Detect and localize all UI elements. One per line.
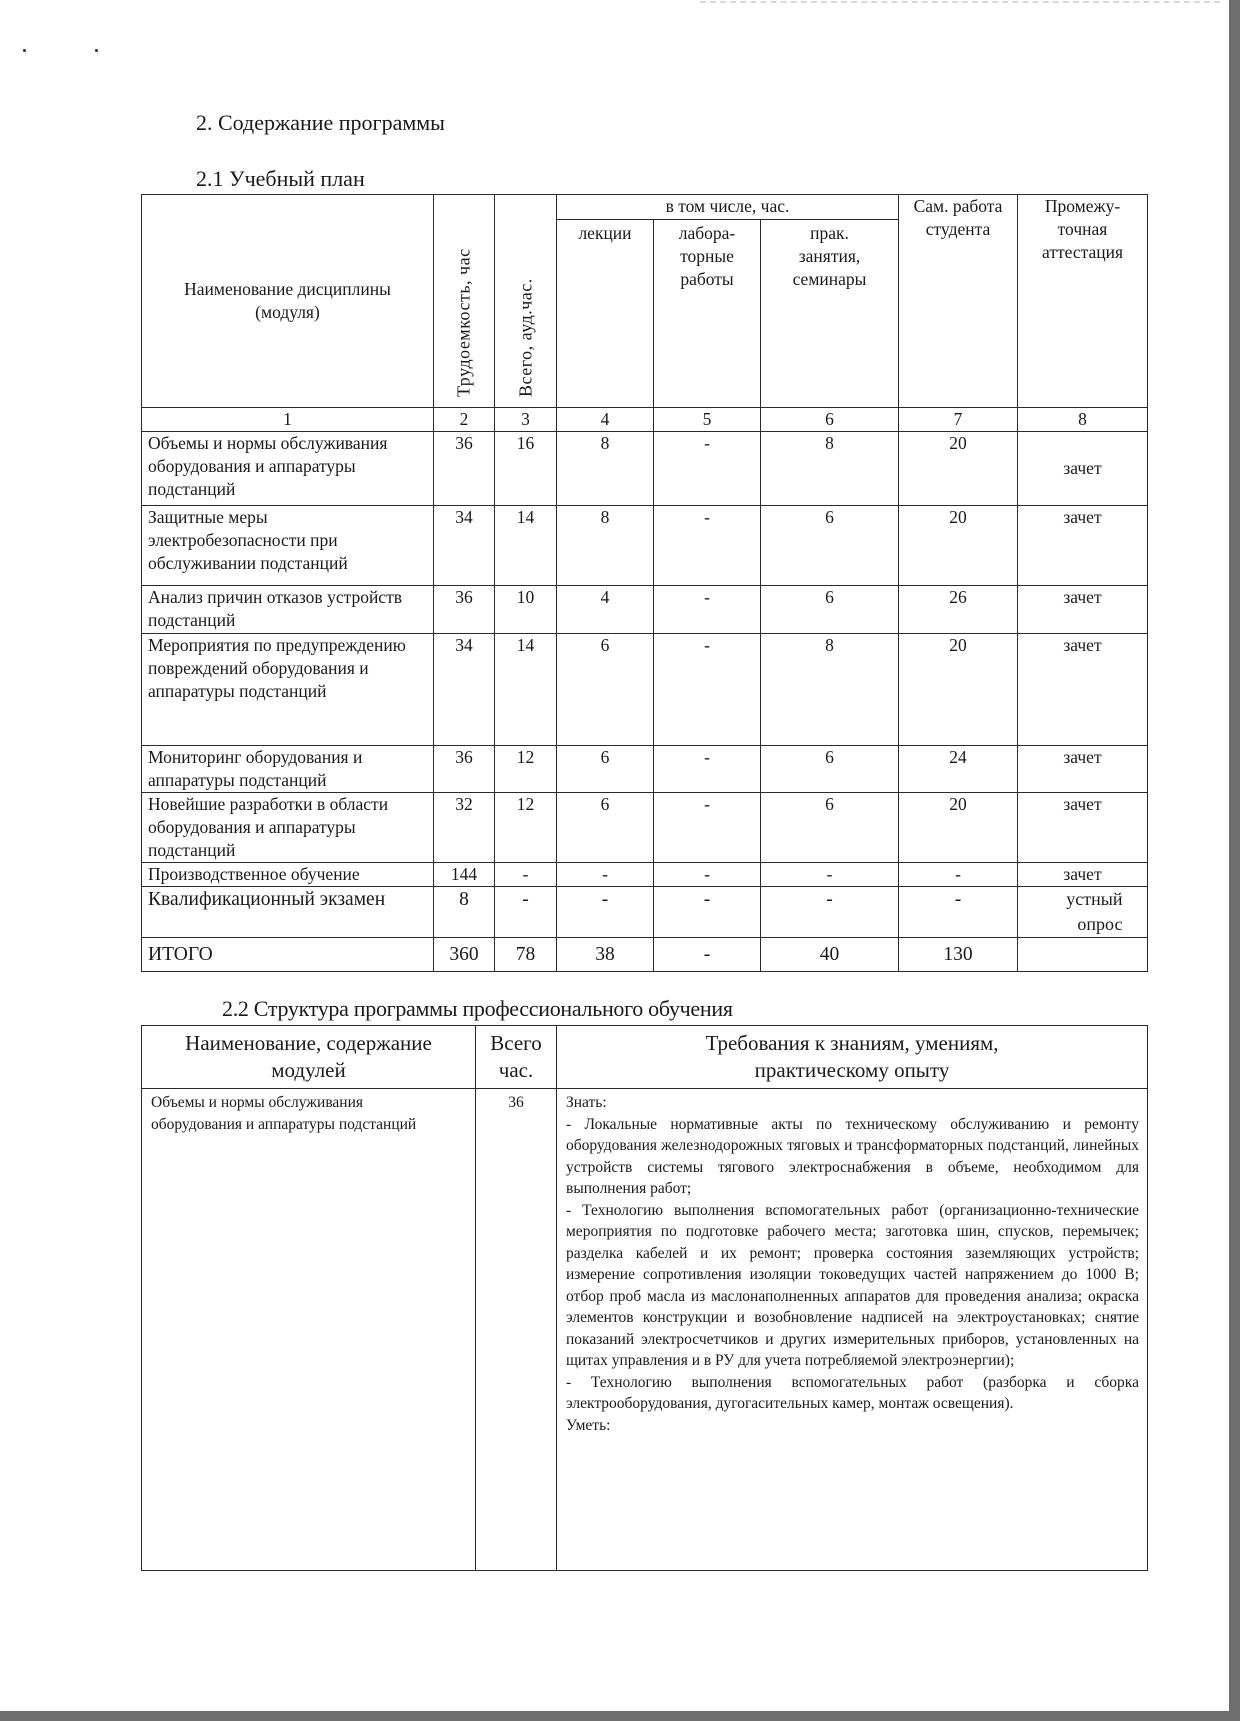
total-hours: 10 [495, 586, 557, 634]
self-work-hours: 26 [899, 586, 1018, 634]
header-discipline-name: Наименование дисциплины (модуля) [142, 195, 434, 408]
total-hours: 16 [495, 432, 557, 506]
lab-hours: - [654, 746, 761, 793]
self-work-hours: 20 [899, 506, 1018, 586]
column-number: 2 [434, 408, 495, 432]
header-module: Наименование, содержание модулей [142, 1026, 476, 1089]
table-row [142, 887, 1148, 938]
practice-hours-total: 40 [761, 938, 899, 972]
column-number: 3 [495, 408, 557, 432]
know-item: - Технологию выполнения вспомогательных работ (организационно-технические мероприятия по подготовке рабочего места; заготовка шин, спусков, перемычек; разделка кабелей и их ремонт; проверка состояния заземляющих устройств; измерение сопротивления изоляции токоведущих частей напряжением до 1000 В; отбор проб масла из маслонаполненных аппаратов для проведения анализа; окраска элементов конструкции и возобновление надписей на электроустановках; снятие показаний электросчетчиков и других измерительных приборов, установленных на щитах управления и в РУ для учета потребляемой электроэнергии); [566, 1201, 1139, 1369]
table-row [142, 586, 1148, 634]
total-hours: - [495, 863, 557, 887]
labor-hours-total: 360 [434, 938, 495, 972]
self-work-hours-total: 130 [899, 938, 1018, 972]
module-name: Объемы и нормы обслуживания оборудования и аппаратуры подстанций [142, 1089, 476, 1571]
table-row [142, 746, 1148, 793]
labor-hours: 34 [434, 506, 495, 586]
attestation-type: зачет [1018, 432, 1148, 506]
self-work-hours: 24 [899, 746, 1018, 793]
self-work-hours: - [899, 863, 1018, 887]
table-row [142, 1089, 1148, 1571]
lecture-hours: - [557, 863, 654, 887]
header-including-group: в том числе, час. [557, 195, 899, 220]
discipline-name: Квалификационный экзамен [142, 887, 434, 938]
practice-hours: 6 [761, 506, 899, 586]
lecture-hours: 8 [557, 506, 654, 586]
self-work-hours: 20 [899, 793, 1018, 863]
table-row [142, 793, 1148, 863]
labor-hours: 36 [434, 586, 495, 634]
column-number-row [142, 408, 1148, 432]
labor-hours: 34 [434, 634, 495, 746]
scan-artifact-line [700, 1, 1220, 7]
self-work-hours: - [899, 887, 1018, 938]
attestation-total [1018, 938, 1148, 972]
attestation-type: зачет [1018, 863, 1148, 887]
column-number: 7 [899, 408, 1018, 432]
labor-hours: 36 [434, 432, 495, 506]
lab-hours: - [654, 793, 761, 863]
labor-hours: 36 [434, 746, 495, 793]
self-work-hours: 20 [899, 432, 1018, 506]
total-hours: 12 [495, 746, 557, 793]
total-hours: 14 [495, 506, 557, 586]
header-total-classroom: Всего, ауд.час. [495, 195, 557, 408]
total-hours-total: 78 [495, 938, 557, 972]
lab-hours: - [654, 863, 761, 887]
structure-title: 2.2 Структура программы профессионального обучения [222, 996, 733, 1021]
attestation-type: зачет [1018, 506, 1148, 586]
lab-hours: - [654, 586, 761, 634]
header-labs: лабора-торные работы [654, 220, 761, 408]
discipline-name: Объемы и нормы обслуживания оборудования и аппаратуры подстанций [142, 432, 434, 506]
practice-hours: 8 [761, 634, 899, 746]
column-number: 1 [142, 408, 434, 432]
total-row [142, 938, 1148, 972]
header-practice: прак. занятия, семинары [761, 220, 899, 408]
discipline-name: Новейшие разработки в области оборудования и аппаратуры подстанций [142, 793, 434, 863]
lab-hours: - [654, 887, 761, 938]
table-row [142, 863, 1148, 887]
attestation-type: зачет [1018, 746, 1148, 793]
lecture-hours: - [557, 887, 654, 938]
attestation-type: зачет [1018, 634, 1148, 746]
discipline-name: Защитные меры электробезопасности при обслуживании подстанций [142, 506, 434, 586]
self-work-hours: 20 [899, 634, 1018, 746]
header-lectures: лекции [557, 220, 654, 408]
curriculum-table [141, 194, 1148, 972]
column-number: 6 [761, 408, 899, 432]
curriculum-title: 2.1 Учебный план [196, 166, 365, 191]
total-hours: 14 [495, 634, 557, 746]
attestation-type: зачет [1018, 586, 1148, 634]
lab-hours: - [654, 634, 761, 746]
lecture-hours: 6 [557, 634, 654, 746]
discipline-name: Мероприятия по предупреждению повреждений оборудования и аппаратуры подстанций [142, 634, 434, 746]
know-label: Знать: [566, 1094, 607, 1111]
column-number: 4 [557, 408, 654, 432]
scan-speck [95, 49, 98, 52]
table-row [142, 506, 1148, 586]
lecture-hours: 6 [557, 793, 654, 863]
discipline-name: Анализ причин отказов устройств подстанций [142, 586, 434, 634]
lab-hours: - [654, 506, 761, 586]
header-requirements: Требования к знаниям, умениям, практическому опыту [557, 1026, 1148, 1089]
total-hours: 12 [495, 793, 557, 863]
lab-hours: - [654, 432, 761, 506]
header-labor-intensity: Трудоемкость, час [434, 195, 495, 408]
practice-hours: 6 [761, 586, 899, 634]
lecture-hours: 6 [557, 746, 654, 793]
labor-hours: 144 [434, 863, 495, 887]
practice-hours: 6 [761, 746, 899, 793]
scan-speck [23, 49, 26, 52]
table-row [142, 634, 1148, 746]
attestation-type: зачет [1018, 793, 1148, 863]
lecture-hours: 8 [557, 432, 654, 506]
labor-hours: 8 [434, 887, 495, 938]
header-attestation: Промежу-точная аттестация [1018, 195, 1148, 408]
discipline-name: Мониторинг оборудования и аппаратуры подстанций [142, 746, 434, 793]
program-structure-table [141, 1025, 1148, 1571]
module-hours: 36 [476, 1089, 557, 1571]
column-number: 8 [1018, 408, 1148, 432]
practice-hours: 8 [761, 432, 899, 506]
header-hours: Всего час. [476, 1026, 557, 1089]
practice-hours: - [761, 863, 899, 887]
skills-label: Уметь: [566, 1416, 611, 1434]
section-title: 2. Содержание программы [196, 110, 445, 135]
total-label: ИТОГО [142, 938, 434, 972]
lecture-hours: 4 [557, 586, 654, 634]
discipline-name: Производственное обучение [142, 863, 434, 887]
total-hours: - [495, 887, 557, 938]
lecture-hours-total: 38 [557, 938, 654, 972]
know-item: - Технологию выполнения вспомогательных работ (разборка и сборка электрооборудования, дугогасительных камер, монтаж освещения). [566, 1373, 1139, 1412]
practice-hours: - [761, 887, 899, 938]
header-self-work: Сам. работа студента [899, 195, 1018, 408]
practice-hours: 6 [761, 793, 899, 863]
labor-hours: 32 [434, 793, 495, 863]
module-requirements [557, 1089, 1148, 1571]
attestation-type: устный опрос [1018, 887, 1148, 938]
know-item: - Локальные нормативные акты по техническому обслуживанию и ремонту оборудования железнодорожных тяговых и трансформаторных подстанций, линейных устройств системы тягового электроснабжения в объеме, необходимом для выполнения работ; [566, 1115, 1139, 1197]
table-row [142, 432, 1148, 506]
lab-hours-total: - [654, 938, 761, 972]
column-number: 5 [654, 408, 761, 432]
